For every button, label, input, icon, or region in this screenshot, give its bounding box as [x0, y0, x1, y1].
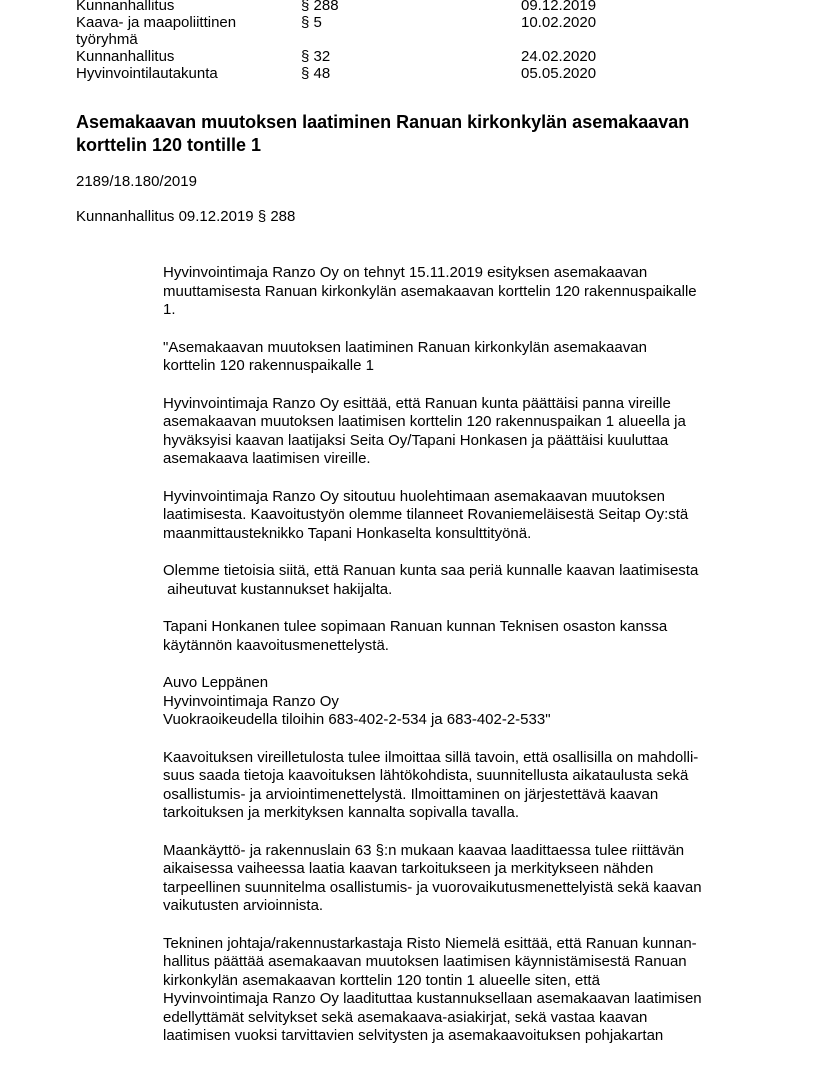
meeting-body: Kunnanhallitus [76, 48, 175, 65]
text-line: laatimisesta. Kaavoitustyön olemme tilanneet Rovaniemeläisestä Seitap Oy:stä [163, 506, 689, 523]
meeting-section: § 288 [301, 0, 339, 14]
paragraph-proposal [163, 395, 753, 469]
text-line: tarkoituksen ja merkityksen kannalta sopivalla tavalla. [163, 804, 520, 821]
text-line: Hyvinvointimaja Ranzo Oy esittää, että Ranuan kunta päättäisi panna vireille [163, 394, 671, 412]
meeting-history-table [76, 0, 736, 82]
meeting-date: 10.02.2020 [521, 14, 597, 31]
text-line: edellyttämät selvitykset sekä asemakaava-asiakirjat, sekä vastaa kaavan [163, 1008, 648, 1026]
meeting-section: § 32 [301, 48, 331, 65]
text-line: Hyvinvointimaja Ranzo Oy sitoutuu huolehtimaan asemakaavan muutoksen [163, 487, 665, 505]
paragraph-quote-heading [163, 339, 753, 376]
text-line: Vuokraoikeudella tiloihin 683-402-2-534 ja 683-402-2-533" [163, 711, 551, 728]
table-row [76, 14, 736, 48]
text-line: "Asemakaavan muutoksen laatiminen Ranuan kirkonkylän asemakaavan [163, 338, 647, 356]
text-line: aiheutuvat kustannukset hakijalta. [163, 580, 393, 598]
meeting-body: Hyvinvointilautakunta [76, 65, 218, 82]
meeting-body: Kunnanhallitus [76, 0, 175, 14]
meeting-date: 24.02.2020 [521, 48, 597, 65]
text-line: osallistumis- ja arviointimenettelystä. Ilmoittaminen on järjestettävä kaavan [163, 785, 659, 803]
text-line: hyväksyisi kaavan laatijaksi Seita Oy/Tapani Honkasen ja päättäisi kuuluttaa [163, 431, 669, 449]
text-line: hallitus päättää asemakaavan muutoksen laatimisen käynnistämisestä Ranuan [163, 953, 687, 970]
text-line: käytännön kaavoitusmenettelystä. [163, 636, 389, 654]
paragraph-agreement [163, 618, 753, 655]
table-row [76, 0, 736, 14]
text-line: Tapani Honkanen tulee sopimaan Ranuan kunnan Teknisen osaston kanssa [163, 618, 668, 635]
text-line: Tekninen johtaja/rakennustarkastaja Risto Niemelä esittää, että Ranuan kunnan- [163, 934, 697, 952]
text-line: asemakaava laatimisen vireille. [163, 450, 371, 467]
page-title: Asemakaavan muutoksen laatiminen Ranuan kirkonkylän asemakaavan korttelin 120 tontille 1 [76, 112, 690, 155]
paragraph-announcement [163, 749, 753, 823]
document-number: 2189/18.180/2019 [76, 173, 197, 190]
text-line: tarpeellinen suunnitelma osallistumis- ja vuorovaikutusmenettelyistä sekä kaavan [163, 878, 702, 896]
paragraph-costs [163, 562, 753, 599]
text-line: Olemme tietoisia siitä, että Ranuan kunta saa periä kunnalle kaavan laatimisesta [163, 562, 699, 579]
meeting-section: § 5 [301, 14, 322, 31]
table-row [76, 65, 736, 82]
paragraph-decision-proposal [163, 935, 753, 1046]
text-line: vaikutusten arvioinnista. [163, 897, 324, 914]
table-row [76, 48, 736, 65]
text-line: Hyvinvointimaja Ranzo Oy on tehnyt 15.11.2019 esityksen asemakaavan [163, 264, 648, 281]
text-line: asemakaavan muutoksen laatimisen korttelin 120 rakennuspaikan 1 alueella ja [163, 413, 686, 430]
text-line: maanmittausteknikko Tapani Honkaselta konsulttityönä. [163, 524, 532, 542]
text-line: muuttamisesta Ranuan kirkonkylän asemakaavan korttelin 120 rakennuspaikalle [163, 282, 697, 300]
meeting-date: 09.12.2019 [521, 0, 597, 14]
text-line: Hyvinvointimaja Ranzo Oy [163, 692, 339, 710]
paragraph-signature [163, 674, 753, 730]
meeting-reference: Kunnanhallitus 09.12.2019 § 288 [76, 208, 296, 225]
meeting-section: § 48 [301, 65, 331, 82]
text-line: Hyvinvointimaja Ranzo Oy laadituttaa kustannuksellaan asemakaavan laatimisen [163, 990, 702, 1007]
paragraph-commitment [163, 488, 753, 544]
text-line: Auvo Leppänen [163, 674, 269, 691]
paragraph-initiative [163, 264, 753, 320]
text-line: kirkonkylän asemakaavan korttelin 120 tontin 1 alueelle siten, että [163, 971, 600, 989]
paragraph-law [163, 842, 753, 916]
text-line: 1. [163, 301, 176, 318]
text-line: Kaavoituksen vireilletulosta tulee ilmoittaa sillä tavoin, että osallisilla on mahdolli- [163, 748, 699, 766]
text-line: laatimisen vuoksi tarvittavien selvitysten ja asemakaavoituksen pohjakartan [163, 1027, 664, 1044]
text-line: aikaisessa vaiheessa laatia kaavan tarkoitukseen ja merkitykseen nähden [163, 860, 654, 877]
text-line: suus saada tietoja kaavoituksen lähtökohdista, suunnitellusta aikataulusta sekä [163, 767, 689, 784]
text-line: Maankäyttö- ja rakennuslain 63 §:n mukaan kaavaa laadittaessa tulee riittävän [163, 841, 685, 859]
meeting-body: Kaava- ja maapoliittinen työryhmä [76, 14, 237, 48]
document-body [163, 264, 753, 1065]
meeting-date: 05.05.2020 [521, 65, 597, 82]
text-line: korttelin 120 rakennuspaikalle 1 [163, 357, 374, 374]
